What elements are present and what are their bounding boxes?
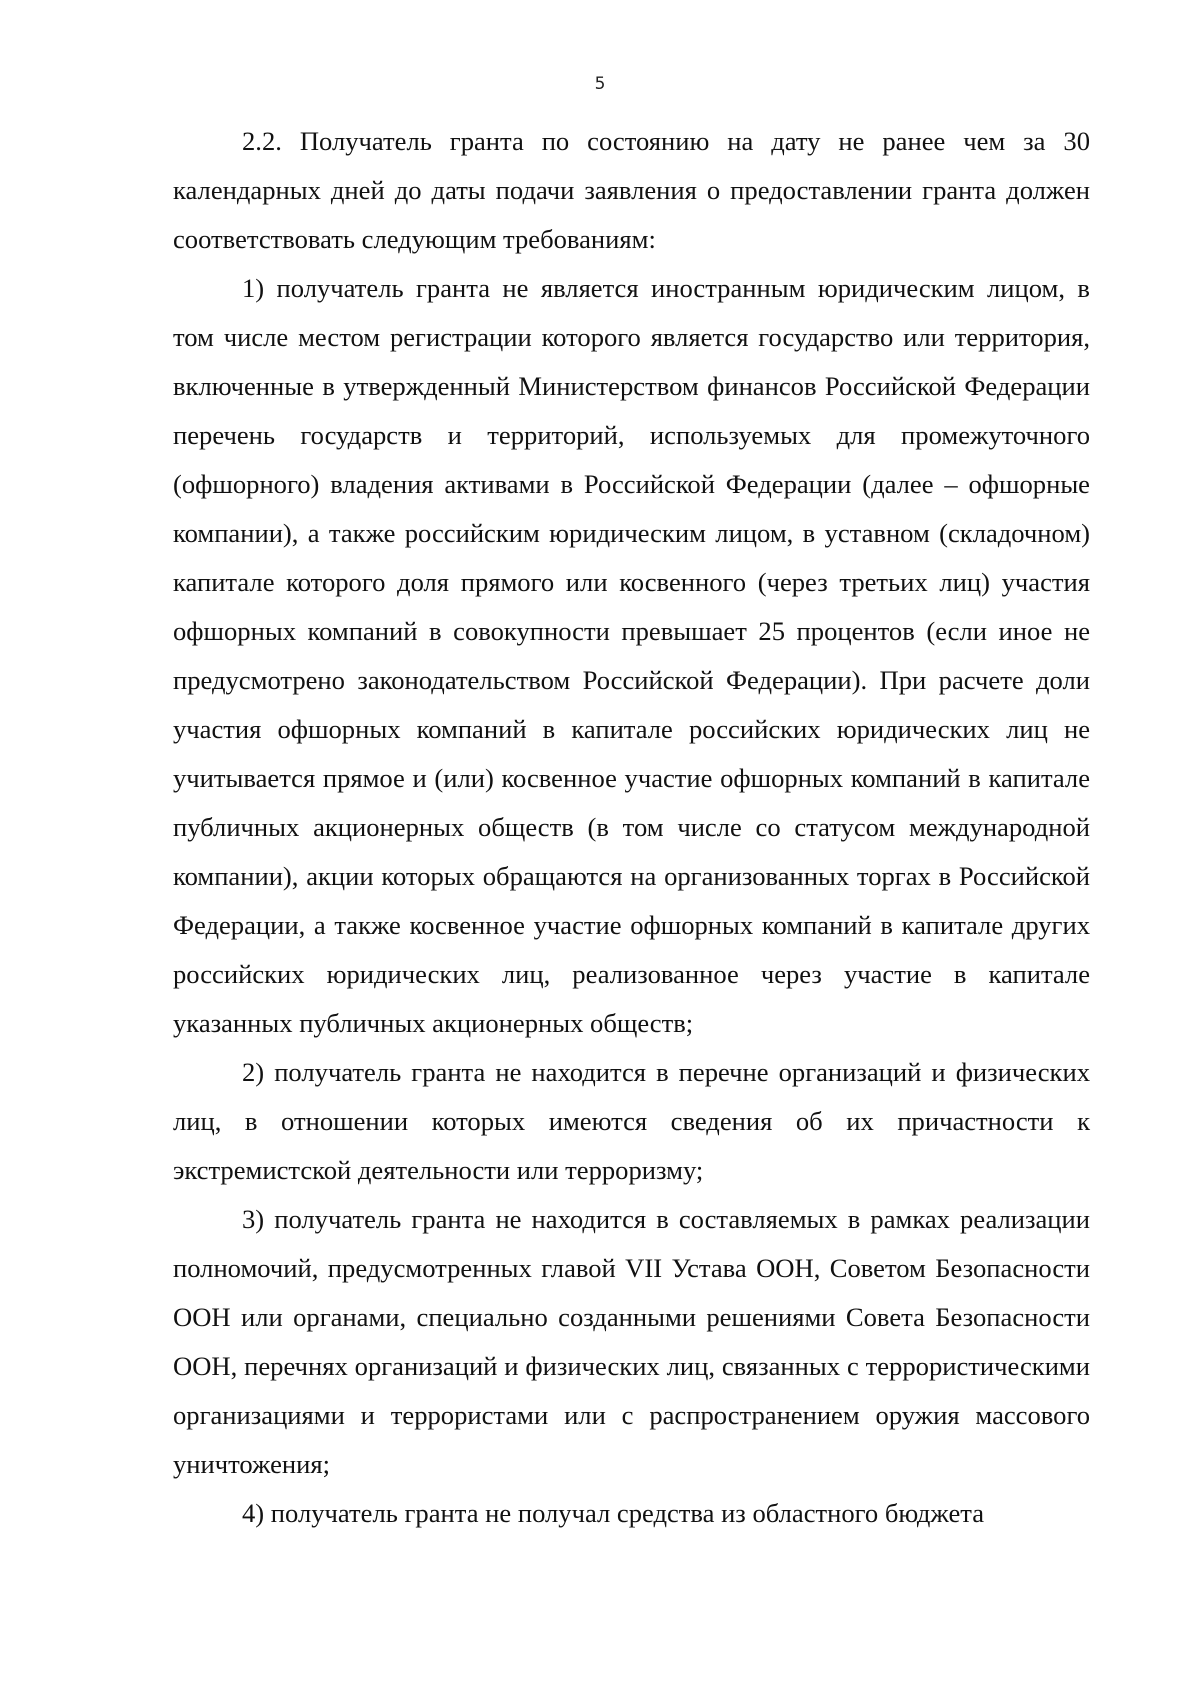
paragraph-item-1: 1) получатель гранта не является иностранным юридическим лицом, в том числе местом регистрации которого является государство или территория, включенные в утвержденный Министерством финансов Российской Федерации перечень государств и территорий, используемых для промежуточного (офшорного) владения активами в Российской Федерации (далее – офшорные компании), а также российским юридическим лицом, в уставном (складочном) капитале которого доля прямого или косвенного (через третьих лиц) участия офшорных компаний в совокупности превышает 25 процентов (если иное не предусмотрено законодательством Российской Федерации). При расчете доли участия офшорных компаний в капитале российских юридических лиц не учитывается прямое и (или) косвенное участие офшорных компаний в капитале публичных акционерных обществ (в том числе со статусом международной компании), акции которых обращаются на организованных торгах в Российской Федерации, а также косвенное участие офшорных компаний в капитале других российских юридических лиц, реализованное через участие в капитале указанных публичных акционерных обществ; [173,273,1090,1038]
paragraph-item-3: 3) получатель гранта не находится в составляемых в рамках реализации полномочий, предусмотренных главой VII Устава ООН, Советом Безопасности ООН или органами, специально созданными решениями Совета Безопасности ООН, перечнях организаций и физических лиц, связанных с террористическими организациями и террористами или с распространением оружия массового уничтожения; [173,1204,1090,1479]
paragraph-2-2: 2.2. Получатель гранта по состоянию на дату не ранее чем за 30 календарных дней до даты подачи заявления о предоставлении гранта должен соответствовать следующим требованиям: [173,126,1090,254]
document-body [173,117,1090,1538]
paragraph-item-2: 2) получатель гранта не находится в перечне организаций и физических лиц, в отношении которых имеются сведения об их причастности к экстремистской деятельности или терроризму; [173,1057,1090,1185]
page-number: 5 [594,74,606,94]
paragraph-item-4: 4) получатель гранта не получал средства из областного бюджета [242,1498,985,1528]
